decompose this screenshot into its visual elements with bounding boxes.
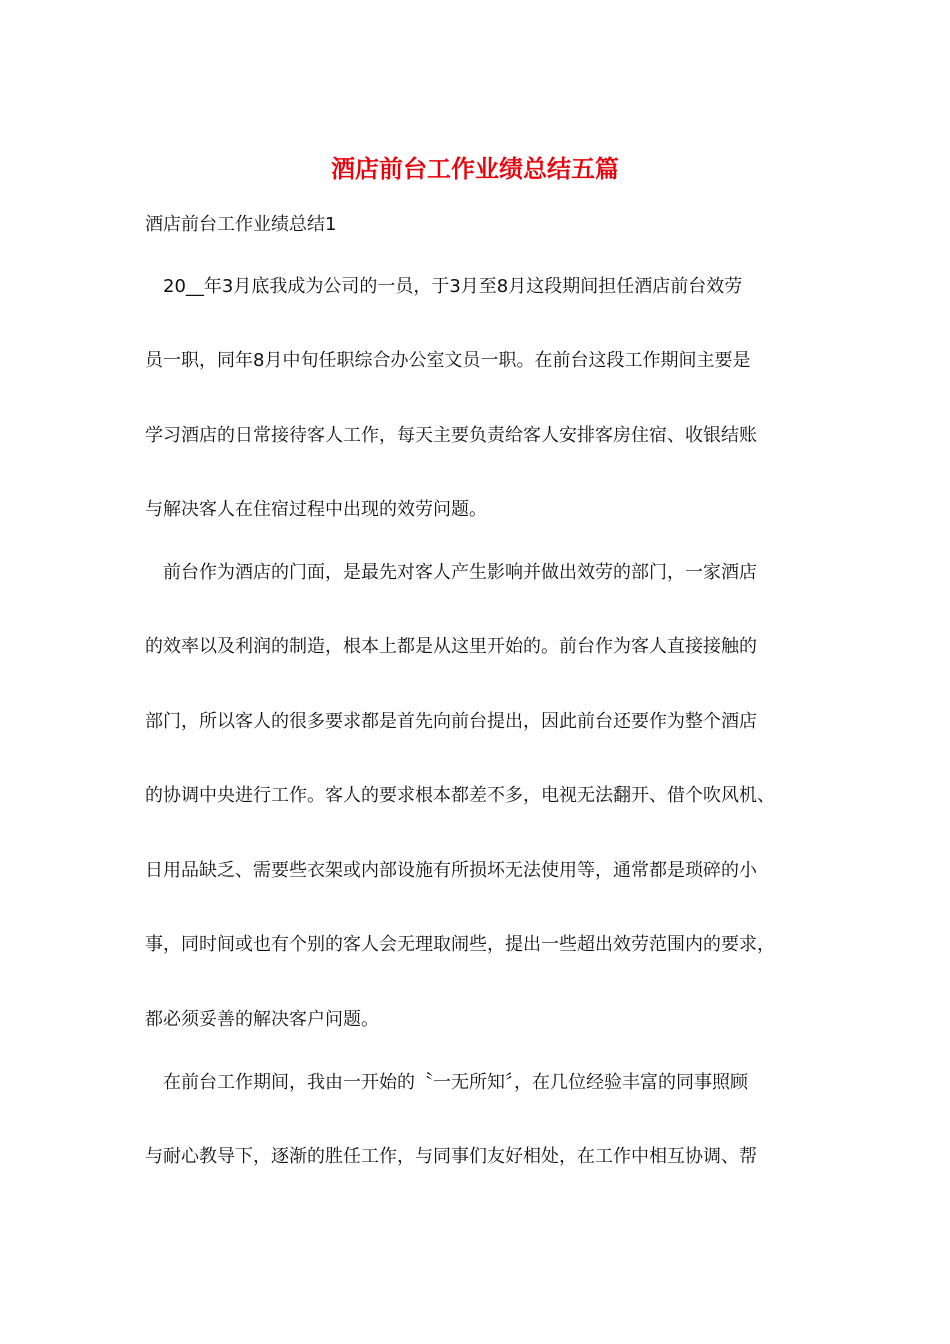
paragraph-2-line-7: 都必须妥善的解决客户问题。 <box>145 1009 379 1030</box>
paragraph-2-line-6: 事，同时间或也有个别的客人会无理取闹些，提出一些超出效劳范围内的要求， <box>145 934 775 955</box>
paragraph-2-line-1: 前台作为酒店的门面，是最先对客人产生影响并做出效劳的部门，一家酒店 <box>163 562 757 583</box>
paragraph-2-line-2: 的效率以及利润的制造，根本上都是从这里开始的。前台作为客人直接接触的 <box>145 636 757 657</box>
paragraph-2-line-5: 日用品缺乏、需要些衣架或内部设施有所损坏无法使用等，通常都是琐碎的小 <box>145 860 757 881</box>
section-heading: 酒店前台工作业绩总结1 <box>145 214 337 235</box>
paragraph-1-line-4: 与解决客人在住宿过程中出现的效劳问题。 <box>145 499 487 520</box>
paragraph-1-line-3: 学习酒店的日常接待客人工作，每天主要负责给客人安排客房住宿、收银结账 <box>145 425 757 446</box>
paragraph-1-line-2: 员一职，同年8月中旬任职综合办公室文员一职。在前台这段工作期间主要是 <box>145 350 751 371</box>
paragraph-2-line-4: 的协调中央进行工作。客人的要求根本都差不多，电视无法翻开、借个吹风机、 <box>145 785 775 806</box>
paragraph-2-line-3: 部门，所以客人的很多要求都是首先向前台提出，因此前台还要作为整个酒店 <box>145 711 757 732</box>
paragraph-3-line-1: 在前台工作期间，我由一开始的〝一无所知〞，在几位经验丰富的同事照顾 <box>163 1072 748 1093</box>
paragraph-3-line-2: 与耐心教导下，逐渐的胜任工作，与同事们友好相处，在工作中相互协调、帮 <box>145 1146 757 1167</box>
document-title: 酒店前台工作业绩总结五篇 <box>331 154 619 183</box>
paragraph-1-line-1: 20__年3月底我成为公司的一员，于3月至8月这段期间担任酒店前台效劳 <box>163 276 743 297</box>
